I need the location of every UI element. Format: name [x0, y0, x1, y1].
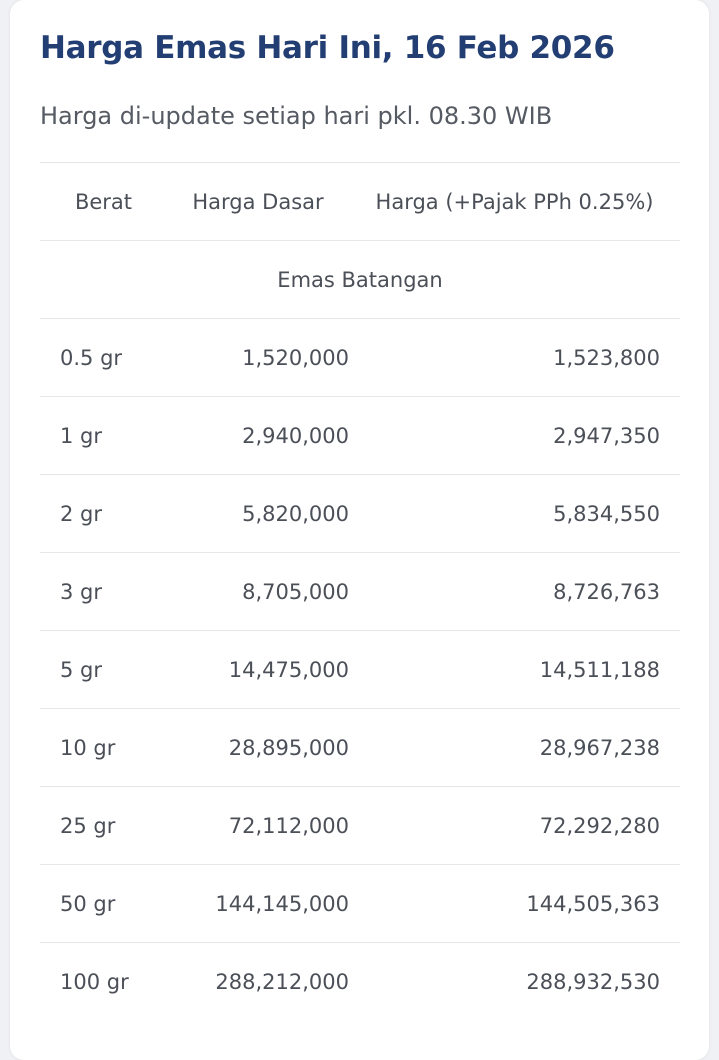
base-price-cell: 5,820,000	[167, 475, 349, 553]
price-with-tax-cell: 28,967,238	[349, 709, 680, 787]
table-row	[40, 865, 680, 943]
base-price-cell: 28,895,000	[167, 709, 349, 787]
gold-price-table	[40, 162, 680, 1020]
table-row	[40, 943, 680, 1021]
weight-cell: 5 gr	[40, 631, 167, 709]
page-title: Harga Emas Hari Ini, 16 Feb 2026	[40, 30, 615, 66]
price-with-tax-cell: 72,292,280	[349, 787, 680, 865]
weight-cell: 0.5 gr	[40, 319, 167, 397]
column-header-price-with-tax: Harga (+Pajak PPh 0.25%)	[349, 163, 680, 241]
base-price-cell: 1,520,000	[167, 319, 349, 397]
weight-cell: 100 gr	[40, 943, 167, 1021]
base-price-cell: 72,112,000	[167, 787, 349, 865]
weight-cell: 25 gr	[40, 787, 167, 865]
table-row	[40, 709, 680, 787]
weight-cell: 3 gr	[40, 553, 167, 631]
price-card	[10, 0, 709, 1060]
price-with-tax-cell: 8,726,763	[349, 553, 680, 631]
table-row	[40, 475, 680, 553]
weight-cell: 1 gr	[40, 397, 167, 475]
table-row	[40, 553, 680, 631]
price-with-tax-cell: 288,932,530	[349, 943, 680, 1021]
weight-cell: 2 gr	[40, 475, 167, 553]
price-with-tax-cell: 5,834,550	[349, 475, 680, 553]
table-header-row	[40, 163, 680, 241]
section-label-gold-bars: Emas Batangan	[40, 241, 680, 319]
update-note: Harga di-update setiap hari pkl. 08.30 WIB	[40, 102, 553, 130]
base-price-cell: 8,705,000	[167, 553, 349, 631]
table-row	[40, 631, 680, 709]
weight-cell: 10 gr	[40, 709, 167, 787]
base-price-cell: 288,212,000	[167, 943, 349, 1021]
column-header-base-price: Harga Dasar	[167, 163, 349, 241]
table-row	[40, 397, 680, 475]
section-row	[40, 241, 680, 319]
table-row	[40, 319, 680, 397]
table-row	[40, 787, 680, 865]
weight-cell: 50 gr	[40, 865, 167, 943]
base-price-cell: 14,475,000	[167, 631, 349, 709]
base-price-cell: 144,145,000	[167, 865, 349, 943]
base-price-cell: 2,940,000	[167, 397, 349, 475]
price-with-tax-cell: 14,511,188	[349, 631, 680, 709]
price-with-tax-cell: 144,505,363	[349, 865, 680, 943]
column-header-weight: Berat	[40, 163, 167, 241]
price-with-tax-cell: 2,947,350	[349, 397, 680, 475]
price-with-tax-cell: 1,523,800	[349, 319, 680, 397]
